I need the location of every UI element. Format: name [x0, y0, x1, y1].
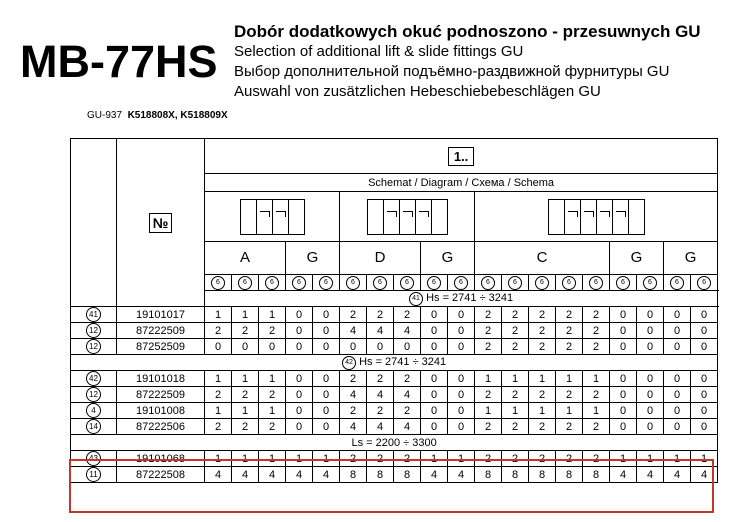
quantity-cell: 0: [448, 403, 475, 419]
sub-variant-mark: [232, 275, 259, 291]
sub-variant-mark: [502, 275, 529, 291]
circled-number-icon: 11: [86, 467, 101, 482]
quantity-cell: 4: [205, 467, 232, 483]
quantity-cell: 2: [340, 403, 367, 419]
quantity-cell: 2: [556, 419, 583, 435]
circled-number-icon: 6: [697, 276, 711, 290]
quantity-cell: 0: [286, 403, 313, 419]
quantity-cell: 1: [205, 371, 232, 387]
quantity-cell: 8: [394, 467, 421, 483]
circled-number-icon: 12: [86, 323, 101, 338]
fitting-code: [87, 110, 228, 121]
quantity-cell: 0: [421, 339, 448, 355]
row-mark: [71, 387, 117, 403]
group-header: [205, 139, 718, 174]
circled-number-icon: 6: [535, 276, 549, 290]
circled-number-icon: 6: [616, 276, 630, 290]
circled-number-icon: 6: [508, 276, 522, 290]
circled-number-icon: 6: [292, 276, 306, 290]
circled-number-icon: 6: [481, 276, 495, 290]
quantity-cell: 1: [475, 403, 502, 419]
quantity-cell: 8: [340, 467, 367, 483]
quantity-cell: 2: [502, 323, 529, 339]
quantity-cell: 4: [637, 467, 664, 483]
quantity-cell: 2: [205, 323, 232, 339]
quantity-cell: 2: [583, 451, 610, 467]
sub-variant-mark: [340, 275, 367, 291]
quantity-cell: 2: [583, 339, 610, 355]
quantity-cell: 1: [610, 451, 637, 467]
quantity-cell: 1: [286, 451, 313, 467]
quantity-cell: 1: [556, 403, 583, 419]
quantity-cell: 1: [529, 371, 556, 387]
quantity-cell: 2: [556, 339, 583, 355]
sub-variant-mark: [421, 275, 448, 291]
section-header: [71, 435, 718, 451]
sub-variant-mark: [367, 275, 394, 291]
quantity-cell: 0: [394, 339, 421, 355]
quantity-cell: 2: [340, 451, 367, 467]
circled-number-icon: 6: [643, 276, 657, 290]
quantity-cell: 1: [259, 451, 286, 467]
quantity-cell: 2: [583, 387, 610, 403]
quantity-cell: 0: [286, 371, 313, 387]
quantity-cell: 0: [313, 403, 340, 419]
quantity-cell: 0: [637, 387, 664, 403]
quantity-cell: 0: [664, 323, 691, 339]
sub-variant-mark: [529, 275, 556, 291]
title-block: [234, 22, 701, 102]
quantity-cell: 0: [448, 307, 475, 323]
quantity-cell: 0: [313, 371, 340, 387]
quantity-cell: 2: [529, 323, 556, 339]
table-row: [71, 451, 718, 467]
title-english: Selection of additional lift & slide fittings GU: [234, 43, 524, 60]
quantity-cell: 0: [448, 339, 475, 355]
sub-variant-mark: [583, 275, 610, 291]
quantity-cell: 2: [205, 387, 232, 403]
fittings-table: [70, 138, 718, 483]
table-row: [71, 323, 718, 339]
quantity-cell: 4: [610, 467, 637, 483]
table-row: [71, 419, 718, 435]
quantity-cell: 0: [205, 339, 232, 355]
circled-number-icon: 12: [86, 339, 101, 354]
quantity-cell: 0: [691, 307, 718, 323]
quantity-cell: 1: [529, 403, 556, 419]
quantity-cell: 1: [205, 451, 232, 467]
quantity-cell: 4: [394, 419, 421, 435]
quantity-cell: 1: [259, 307, 286, 323]
sub-variant-mark: [313, 275, 340, 291]
quantity-cell: 4: [313, 467, 340, 483]
quantity-cell: 2: [475, 387, 502, 403]
quantity-cell: 1: [583, 371, 610, 387]
quantity-cell: 0: [610, 339, 637, 355]
quantity-cell: 0: [637, 403, 664, 419]
circled-number-icon: 6: [400, 276, 414, 290]
quantity-cell: 1: [502, 403, 529, 419]
quantity-cell: 2: [340, 307, 367, 323]
quantity-cell: 0: [637, 307, 664, 323]
quantity-cell: 0: [421, 371, 448, 387]
quantity-cell: 1: [502, 371, 529, 387]
quantity-cell: 0: [610, 387, 637, 403]
variant-letter-d: D: [340, 242, 421, 275]
variant-letter-g: G: [664, 242, 718, 275]
section-range: Hs = 2741 ÷ 3241: [359, 356, 447, 369]
circled-number-icon: 6: [238, 276, 252, 290]
sub-variant-mark: [637, 275, 664, 291]
row-mark: [71, 323, 117, 339]
section-range: Ls = 2200 ÷ 3300: [351, 436, 437, 449]
quantity-cell: 4: [286, 467, 313, 483]
quantity-cell: 2: [232, 387, 259, 403]
quantity-cell: 1: [259, 371, 286, 387]
quantity-cell: 2: [529, 451, 556, 467]
schema-header: Schemat / Diagram / Схема / Schema: [205, 174, 718, 192]
quantity-cell: 1: [556, 371, 583, 387]
quantity-cell: 2: [502, 419, 529, 435]
table-row: [71, 467, 718, 483]
quantity-cell: 0: [340, 339, 367, 355]
quantity-cell: 0: [448, 323, 475, 339]
quantity-cell: 2: [367, 307, 394, 323]
quantity-cell: 4: [340, 387, 367, 403]
quantity-cell: 0: [313, 419, 340, 435]
quantity-cell: 0: [664, 419, 691, 435]
quantity-cell: 4: [367, 387, 394, 403]
quantity-cell: 0: [637, 419, 664, 435]
quantity-cell: 2: [259, 323, 286, 339]
quantity-cell: 8: [529, 467, 556, 483]
quantity-cell: 2: [475, 323, 502, 339]
quantity-cell: 1: [232, 403, 259, 419]
quantity-cell: 0: [448, 371, 475, 387]
sliding-scheme-icon: [367, 199, 448, 235]
article-code: 19101008: [117, 403, 205, 419]
quantity-cell: 2: [529, 339, 556, 355]
quantity-cell: 4: [232, 467, 259, 483]
quantity-cell: 0: [691, 387, 718, 403]
quantity-cell: 2: [367, 371, 394, 387]
quantity-cell: 4: [394, 323, 421, 339]
variant-letter-g: G: [610, 242, 664, 275]
quantity-cell: 1: [205, 307, 232, 323]
circled-number-icon: 6: [670, 276, 684, 290]
quantity-cell: 0: [421, 419, 448, 435]
quantity-cell: 2: [529, 387, 556, 403]
quantity-cell: 0: [664, 387, 691, 403]
title-russian: Выбор дополнительной подъёмно-раздвижной фурнитуры GU: [234, 63, 670, 80]
quantity-cell: 8: [502, 467, 529, 483]
article-code: 87222509: [117, 323, 205, 339]
quantity-cell: 0: [610, 307, 637, 323]
table-row: [71, 403, 718, 419]
variant-letter-a: A: [205, 242, 286, 275]
section-header: [205, 291, 718, 307]
sliding-scheme-icon: [548, 199, 645, 235]
quantity-cell: 0: [664, 339, 691, 355]
sub-variant-mark: [286, 275, 313, 291]
circled-number-icon: 4: [86, 403, 101, 418]
table-row: [71, 387, 718, 403]
article-code: 87252509: [117, 339, 205, 355]
quantity-cell: 2: [583, 307, 610, 323]
quantity-cell: 1: [205, 403, 232, 419]
quantity-cell: 0: [610, 371, 637, 387]
quantity-cell: 1: [313, 451, 340, 467]
schema-diagram-a: [205, 192, 340, 242]
quantity-cell: 0: [691, 371, 718, 387]
empty-corner-cell: [71, 139, 117, 307]
quantity-cell: 0: [637, 323, 664, 339]
quantity-cell: 4: [664, 467, 691, 483]
circled-number-icon: 14: [86, 419, 101, 434]
quantity-cell: 2: [529, 419, 556, 435]
quantity-cell: 8: [583, 467, 610, 483]
code-numbers: K518808X, K518809X: [127, 110, 228, 121]
circled-number-icon: 6: [427, 276, 441, 290]
quantity-cell: 2: [259, 387, 286, 403]
quantity-cell: 4: [367, 323, 394, 339]
quantity-cell: 2: [394, 307, 421, 323]
quantity-cell: 0: [286, 339, 313, 355]
quantity-cell: 2: [394, 451, 421, 467]
circled-number-icon: 6: [265, 276, 279, 290]
schema-diagram-d: [340, 192, 475, 242]
quantity-cell: 2: [259, 419, 286, 435]
quantity-cell: 0: [691, 419, 718, 435]
quantity-cell: 0: [286, 307, 313, 323]
section-range: Hs = 2741 ÷ 3241: [426, 292, 514, 305]
table-row: [71, 371, 718, 387]
circled-number-icon: 43: [86, 451, 101, 466]
quantity-cell: 0: [421, 387, 448, 403]
model-title: MB-77HS: [20, 36, 218, 87]
circled-number-icon: 6: [589, 276, 603, 290]
circled-number-icon: 6: [454, 276, 468, 290]
row-mark: [71, 371, 117, 387]
quantity-cell: 2: [475, 451, 502, 467]
article-code: 19101018: [117, 371, 205, 387]
quantity-cell: 4: [421, 467, 448, 483]
quantity-cell: 4: [394, 387, 421, 403]
quantity-cell: 0: [286, 419, 313, 435]
quantity-cell: 0: [448, 387, 475, 403]
quantity-cell: 0: [259, 339, 286, 355]
quantity-cell: 4: [367, 419, 394, 435]
quantity-cell: 2: [475, 339, 502, 355]
quantity-cell: 0: [421, 403, 448, 419]
quantity-cell: 0: [637, 339, 664, 355]
article-code: 87222509: [117, 387, 205, 403]
circled-number-icon: 41: [86, 307, 101, 322]
quantity-cell: 0: [610, 419, 637, 435]
article-code: 19101017: [117, 307, 205, 323]
sub-variant-mark: [475, 275, 502, 291]
sliding-scheme-icon: [240, 199, 305, 235]
schema-diagram-c: [475, 192, 718, 242]
quantity-cell: 1: [637, 451, 664, 467]
circled-number-icon: 6: [373, 276, 387, 290]
quantity-cell: 2: [475, 419, 502, 435]
quantity-cell: 1: [475, 371, 502, 387]
quantity-cell: 2: [502, 451, 529, 467]
sub-variant-mark: [691, 275, 718, 291]
circled-number-icon: 6: [346, 276, 360, 290]
quantity-cell: 2: [232, 419, 259, 435]
quantity-cell: 0: [313, 323, 340, 339]
quantity-cell: 2: [502, 307, 529, 323]
row-mark: [71, 307, 117, 323]
quantity-cell: 0: [691, 339, 718, 355]
quantity-cell: 2: [556, 307, 583, 323]
quantity-cell: 0: [448, 419, 475, 435]
quantity-cell: 0: [691, 403, 718, 419]
quantity-cell: 4: [448, 467, 475, 483]
quantity-cell: 2: [475, 307, 502, 323]
quantity-cell: 0: [421, 307, 448, 323]
circled-number-icon: 6: [211, 276, 225, 290]
quantity-cell: 2: [232, 323, 259, 339]
article-code: 87222506: [117, 419, 205, 435]
row-mark: [71, 419, 117, 435]
circled-number-icon: 6: [319, 276, 333, 290]
quantity-cell: 0: [664, 403, 691, 419]
variant-letter-g: G: [286, 242, 340, 275]
quantity-cell: 2: [205, 419, 232, 435]
circled-number-icon: 42: [342, 356, 356, 370]
row-mark: [71, 403, 117, 419]
table-row: [71, 307, 718, 323]
quantity-cell: 1: [421, 451, 448, 467]
circled-number-icon: 12: [86, 387, 101, 402]
quantity-cell: 8: [367, 467, 394, 483]
quantity-cell: 2: [502, 339, 529, 355]
quantity-cell: 2: [340, 371, 367, 387]
quantity-cell: 0: [664, 307, 691, 323]
no-header-cell: [117, 139, 205, 307]
sub-variant-mark: [664, 275, 691, 291]
quantity-cell: 4: [691, 467, 718, 483]
sub-variant-mark: [448, 275, 475, 291]
quantity-cell: 2: [583, 323, 610, 339]
title-polish: Dobór dodatkowych okuć podnoszono - przesuwnych GU: [234, 22, 701, 41]
quantity-cell: 1: [691, 451, 718, 467]
quantity-cell: 2: [556, 387, 583, 403]
quantity-cell: 2: [367, 403, 394, 419]
row-mark: [71, 339, 117, 355]
title-german: Auswahl von zusätzlichen Hebeschiebebeschlägen GU: [234, 83, 601, 100]
quantity-cell: 2: [394, 403, 421, 419]
quantity-cell: 8: [475, 467, 502, 483]
quantity-cell: 0: [610, 323, 637, 339]
quantity-cell: 4: [340, 419, 367, 435]
sub-variant-mark: [205, 275, 232, 291]
sub-variant-mark: [259, 275, 286, 291]
quantity-cell: 0: [691, 323, 718, 339]
quantity-cell: 4: [259, 467, 286, 483]
table-row: [71, 339, 718, 355]
quantity-cell: 0: [286, 323, 313, 339]
quantity-cell: 0: [637, 371, 664, 387]
row-mark: [71, 451, 117, 467]
quantity-cell: 8: [556, 467, 583, 483]
quantity-cell: 0: [313, 339, 340, 355]
variant-letter-g: G: [421, 242, 475, 275]
quantity-cell: 1: [232, 307, 259, 323]
quantity-cell: 1: [232, 371, 259, 387]
quantity-cell: 1: [232, 451, 259, 467]
quantity-cell: 1: [664, 451, 691, 467]
sub-variant-mark: [556, 275, 583, 291]
quantity-cell: 1: [448, 451, 475, 467]
article-code: 19101068: [117, 451, 205, 467]
quantity-cell: 0: [313, 307, 340, 323]
circled-number-icon: 6: [562, 276, 576, 290]
quantity-cell: 0: [286, 387, 313, 403]
quantity-cell: 0: [664, 371, 691, 387]
group-label: 1..: [448, 147, 474, 166]
article-code: 87222508: [117, 467, 205, 483]
row-mark: [71, 467, 117, 483]
variant-letter-c: C: [475, 242, 610, 275]
quantity-cell: 2: [502, 387, 529, 403]
sub-variant-mark: [394, 275, 421, 291]
quantity-cell: 1: [259, 403, 286, 419]
quantity-cell: 2: [529, 307, 556, 323]
quantity-cell: 2: [394, 371, 421, 387]
quantity-cell: 4: [340, 323, 367, 339]
quantity-cell: 1: [583, 403, 610, 419]
number-sign: №: [149, 213, 173, 233]
quantity-cell: 0: [421, 323, 448, 339]
sub-variant-mark: [610, 275, 637, 291]
quantity-cell: 2: [556, 323, 583, 339]
quantity-cell: 2: [556, 451, 583, 467]
quantity-cell: 2: [583, 419, 610, 435]
code-prefix: GU-937: [87, 110, 123, 121]
circled-number-icon: 41: [409, 292, 423, 306]
quantity-cell: 2: [367, 451, 394, 467]
circled-number-icon: 42: [86, 371, 101, 386]
section-header: [71, 355, 718, 371]
quantity-cell: 0: [313, 387, 340, 403]
quantity-cell: 0: [232, 339, 259, 355]
quantity-cell: 0: [367, 339, 394, 355]
quantity-cell: 0: [610, 403, 637, 419]
